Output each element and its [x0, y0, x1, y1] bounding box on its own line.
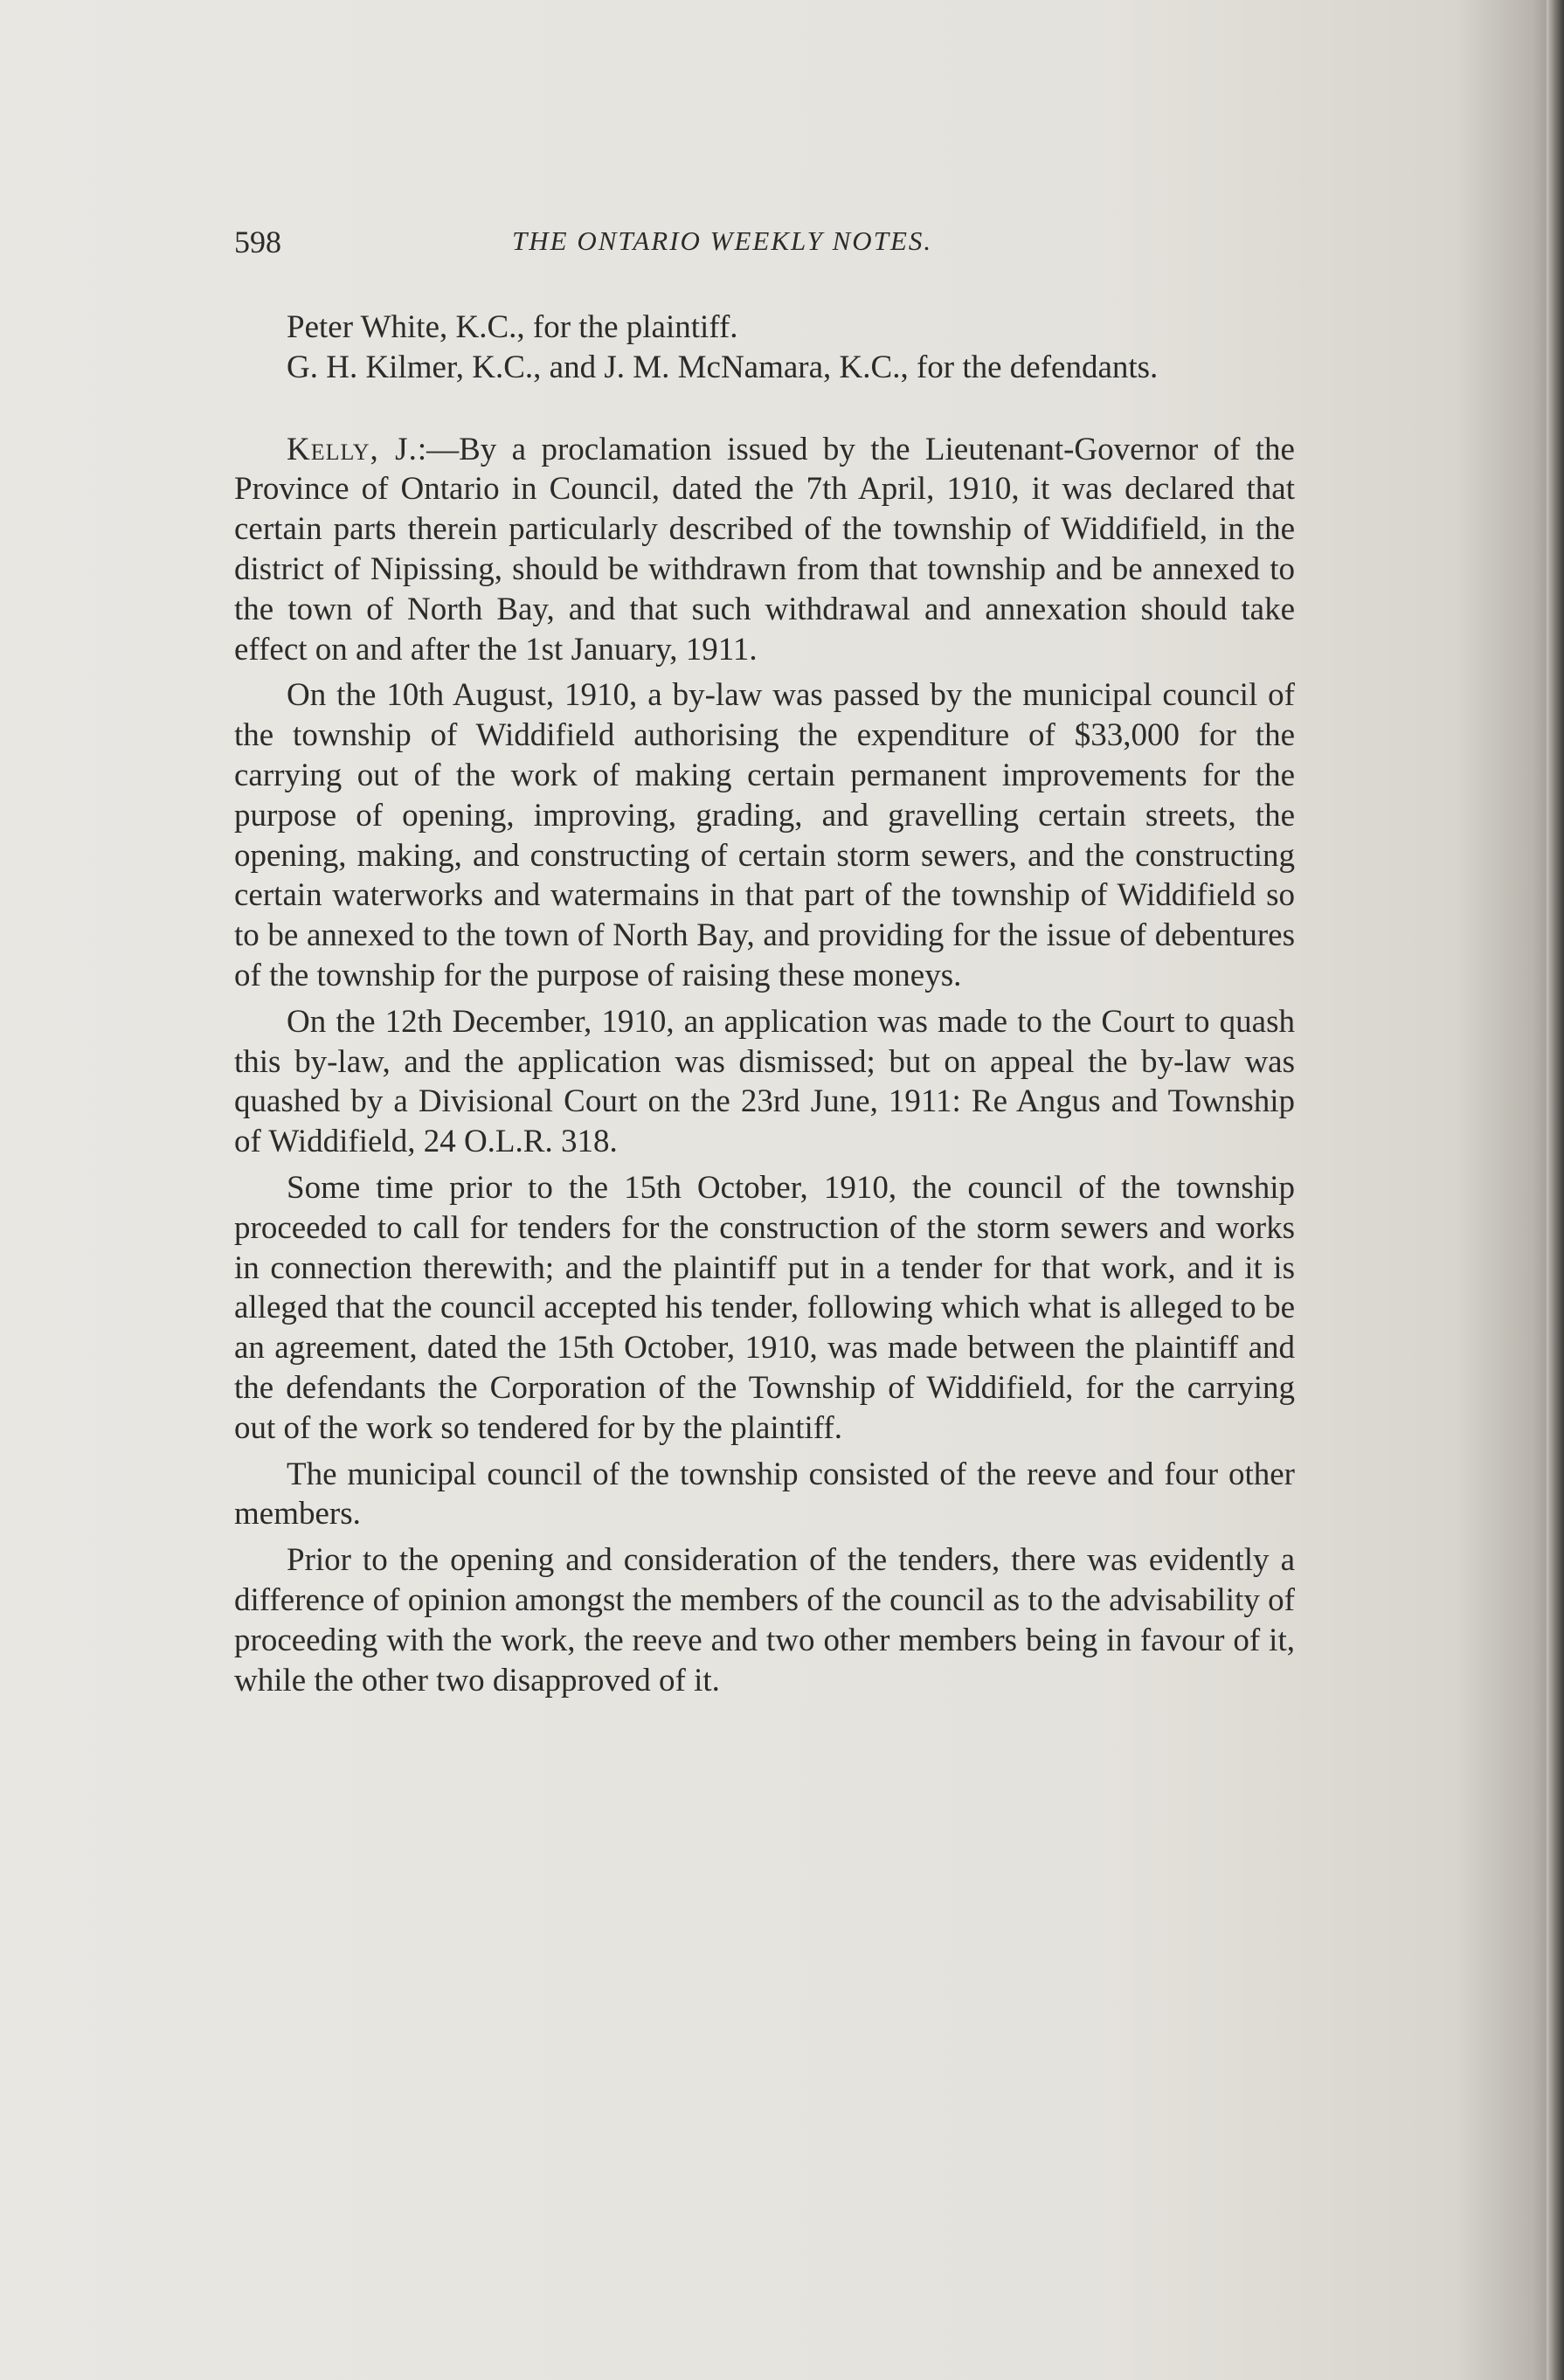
judgment-opening-paragraph [234, 430, 1295, 670]
page-body [234, 308, 1295, 1700]
running-title: THE ONTARIO WEEKLY NOTES. [512, 225, 933, 256]
paragraph-council-members: The municipal council of the township consisted of the reeve and four other members. [234, 1456, 1295, 1532]
paragraph-quash-application: On the 12th December, 1910, an application was made to the Court to quash this by-law, and the application was dismissed; but on appeal the by-law was quashed by a Divisional Court on the 23rd June, 1911: Re Angus and Township of Widdifield, 24 O.L.R. 318. [234, 1003, 1295, 1160]
counsel-line-plaintiff: Peter White, K.C., for the plaintiff. [287, 309, 738, 345]
judge-name: Kelly, J. [287, 431, 418, 467]
paragraph-tenders: Some time prior to the 15th October, 1910, the council of the township proceeded to call for tenders for the construction of the storm sewers and works in connection therewith; and the plaintiff put in a tender for that work, and it is alleged that the council accepted his tender, following which what is alleged to be an agreement, dated the 15th October, 1910, was made between the plaintiff and the defendants the Corporation of the Township of Widdifield, for the carrying out of the work so tendered for by the plaintiff. [234, 1169, 1295, 1446]
judgment-opening-text: :—By a proclamation issued by the Lieutenant-Governor of the Province of Ontario in Council, dated the 7th April, 1910, it was declared that certain parts therein particularly described of the township of Widdifield, in the district of Nipissing, should be withdrawn from that township and be annexed to the town of North Bay, and that such withdrawal and annexation should take effect on and after the 1st January, 1911. [234, 431, 1295, 668]
paragraph-difference-of-opinion: Prior to the opening and consideration of the tenders, there was evidently a difference of opinion amongst the members of the council as to the advisability of proceeding with the work, the reeve and two other members being in favour of it, while the other two disapproved of it. [234, 1542, 1295, 1699]
page-header [234, 224, 1295, 267]
book-spine-shadow [1547, 0, 1564, 2380]
page-number: 598 [234, 225, 281, 259]
paragraph-bylaw: On the 10th August, 1910, a by-law was passed by the municipal council of the township of Widdifield authorising the expenditure of $33,000 for the carrying out of the work of making certain permanent improvements for the purpose of opening, improving, grading, and gravelling certain streets, the opening, making, and constructing of certain storm sewers, and the constructing certain waterworks and watermains in that part of the township of Widdifield so to be annexed to the town of North Bay, and providing for the issue of debentures of the township for the purpose of raising these moneys. [234, 677, 1295, 993]
counsel-line-defendants: G. H. Kilmer, K.C., and J. M. McNamara, K.C., for the defendants. [287, 349, 1159, 385]
